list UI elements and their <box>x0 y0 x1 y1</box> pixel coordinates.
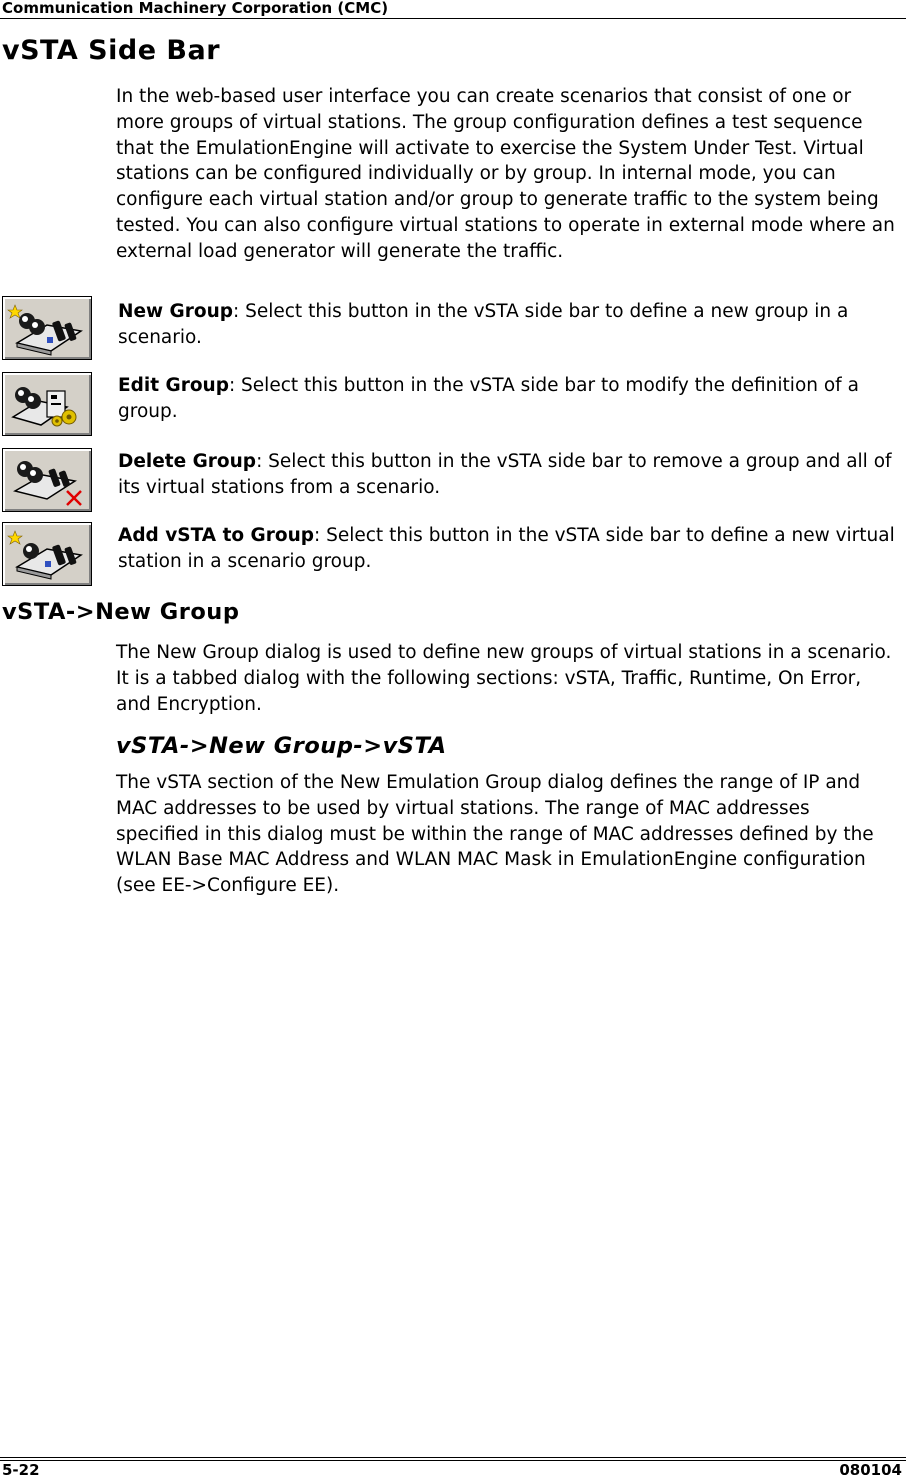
intro-paragraph: In the web-based user interface you can create scenarios that consist of one or more groups of virtual stations. The group configuration defines a test sequence that the EmulationEngine will activate to exercise the System Under Test. Virtual stations can be configured individually or by group. In internal mode, you can configure each virtual station and/or group to generate traffic to the system being tested. You can also configure virtual stations to operate in external mode where an external load generator will generate the traffic. <box>116 86 895 262</box>
new-group-paragraph: The New Group dialog is used to define new groups of virtual stations in a scenario. It is a tabbed dialog with the following sections: vSTA, Traffic, Runtime, On Error, and Encryption. <box>116 642 892 715</box>
button-entry-new-group <box>0 294 906 364</box>
running-header: Communication Machinery Corporation (CMC) <box>0 0 906 19</box>
delete-group-text: : Select this button in the vSTA side bar to remove a group and all of its virtual stations from a scenario. <box>118 451 892 498</box>
add-vsta-text: : Select this button in the vSTA side bar to define a new virtual station in a scenario group. <box>118 525 895 572</box>
section-title: vSTA Side Bar <box>2 35 221 66</box>
page-number: 5-22 <box>2 1461 40 1479</box>
new-group-vsta-heading: vSTA->New Group->vSTA <box>116 733 447 759</box>
new-group-text: : Select this button in the vSTA side bar to define a new group in a scenario. <box>118 301 849 348</box>
edit-group-description <box>118 373 898 425</box>
footer-rule <box>0 1457 906 1458</box>
new-group-icon <box>2 296 92 360</box>
new-group-heading: vSTA->New Group <box>2 599 240 625</box>
button-entry-add-vsta <box>0 520 906 590</box>
new-group-description <box>118 299 898 351</box>
new-group-vsta-paragraph: The vSTA section of the New Emulation Group dialog defines the range of IP and MAC addresses to be used by virtual stations. The range of MAC addresses specified in this dialog must be within the range of MAC addresses defined by the WLAN Base MAC Address and WLAN MAC Mask in EmulationEngine configuration (see EE->Configure EE). <box>116 772 874 897</box>
footer-rule-secondary <box>0 1460 906 1461</box>
add-vsta-name: Add vSTA to Group <box>118 525 314 546</box>
document-number: 080104 <box>839 1461 902 1479</box>
edit-group-text: : Select this button in the vSTA side bar to modify the definition of a group. <box>118 375 859 422</box>
new-group-name: New Group <box>118 301 233 322</box>
add-vsta-icon <box>2 522 92 586</box>
edit-group-name: Edit Group <box>118 375 229 396</box>
button-entry-delete-group <box>0 446 906 516</box>
button-entry-edit-group <box>0 370 906 440</box>
delete-group-icon <box>2 448 92 512</box>
edit-group-icon <box>2 372 92 436</box>
delete-group-name: Delete Group <box>118 451 257 472</box>
add-vsta-description <box>118 523 898 575</box>
delete-group-description <box>118 449 898 501</box>
